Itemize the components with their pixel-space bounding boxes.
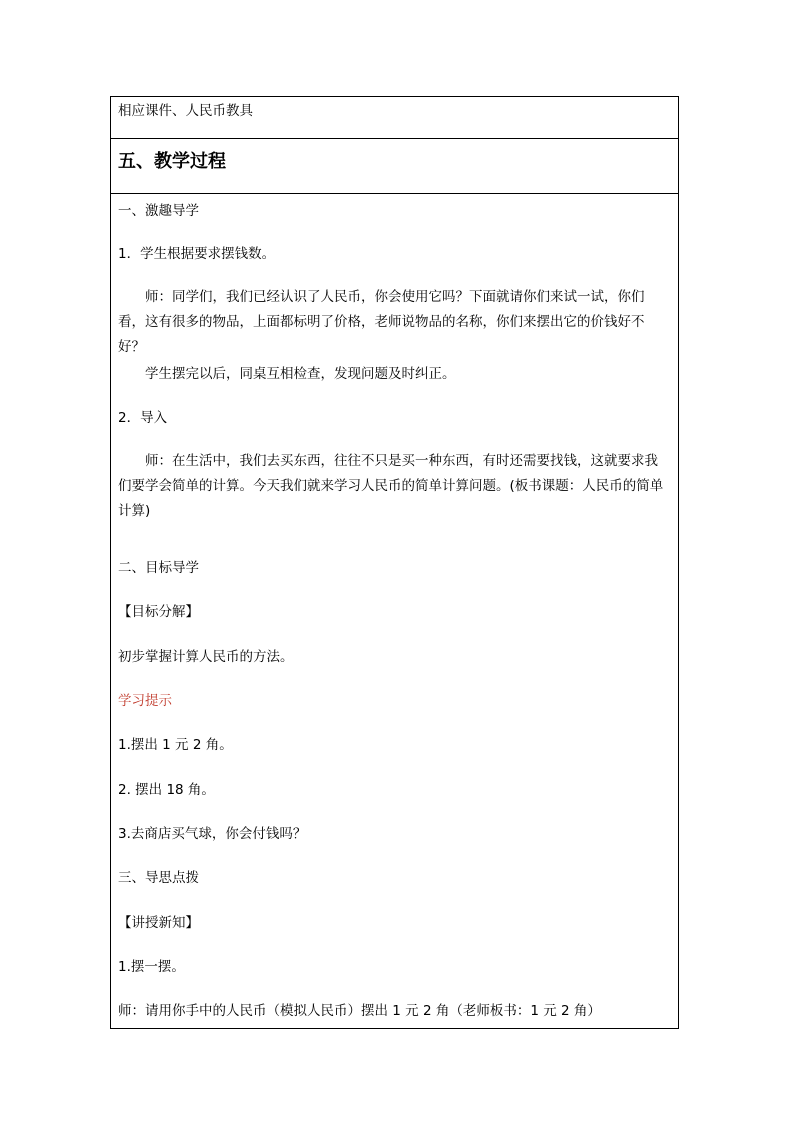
teacher-instruction-line: 师：请用你手中的人民币（模拟人民币）摆出 1 元 2 角（老师板书：1 元 2 角） (118, 1003, 601, 1019)
section-heading-row (111, 139, 678, 194)
heading-guidance: 三、导思点拨 (118, 870, 199, 886)
materials-text: 相应课件、人民币教具 (118, 103, 253, 119)
teaching-process-body (111, 194, 678, 1028)
lesson-plan-table (110, 96, 679, 1029)
objective-breakdown-label: 【目标分解】 (118, 604, 199, 620)
tip-2: 2. 摆出 18 角。 (118, 782, 215, 798)
step-2-title: 2．导入 (118, 410, 168, 426)
tip-1: 1.摆出 1 元 2 角。 (118, 737, 233, 753)
heading-objectives: 二、目标导学 (118, 560, 199, 576)
heading-motivation: 一、激趣导学 (118, 203, 199, 219)
teacher-lead-in-paragraph: 师：在生活中，我们去买东西，往往不只是买一种东西，有时还需要找钱，这就要求我们要学会简单的计算。今天我们就来学习人民币的简单计算问题。(板书课题：人民币的简单计算) (118, 453, 664, 519)
new-knowledge-label: 【讲授新知】 (118, 915, 199, 931)
tip-3: 3.去商店买气球，你会付钱吗？ (118, 826, 307, 842)
objective-text: 初步掌握计算人民币的方法。 (118, 649, 294, 665)
study-tips-label: 学习提示 (118, 693, 172, 709)
student-check-paragraph: 学生摆完以后，同桌互相检查，发现问题及时纠正。 (145, 366, 456, 382)
teacher-intro-paragraph: 师：同学们，我们已经认识了人民币，你会使用它吗？下面就请你们来试一试，你们看，这有很多的物品，上面都标明了价格，老师说物品的名称，你们来摆出它的价钱好不好？ (118, 289, 645, 355)
section-heading: 五、教学过程 (118, 151, 226, 172)
materials-row (111, 97, 678, 139)
activity-1-title: 1.摆一摆。 (118, 959, 185, 975)
step-1-title: 1．学生根据要求摆钱数。 (118, 246, 276, 262)
